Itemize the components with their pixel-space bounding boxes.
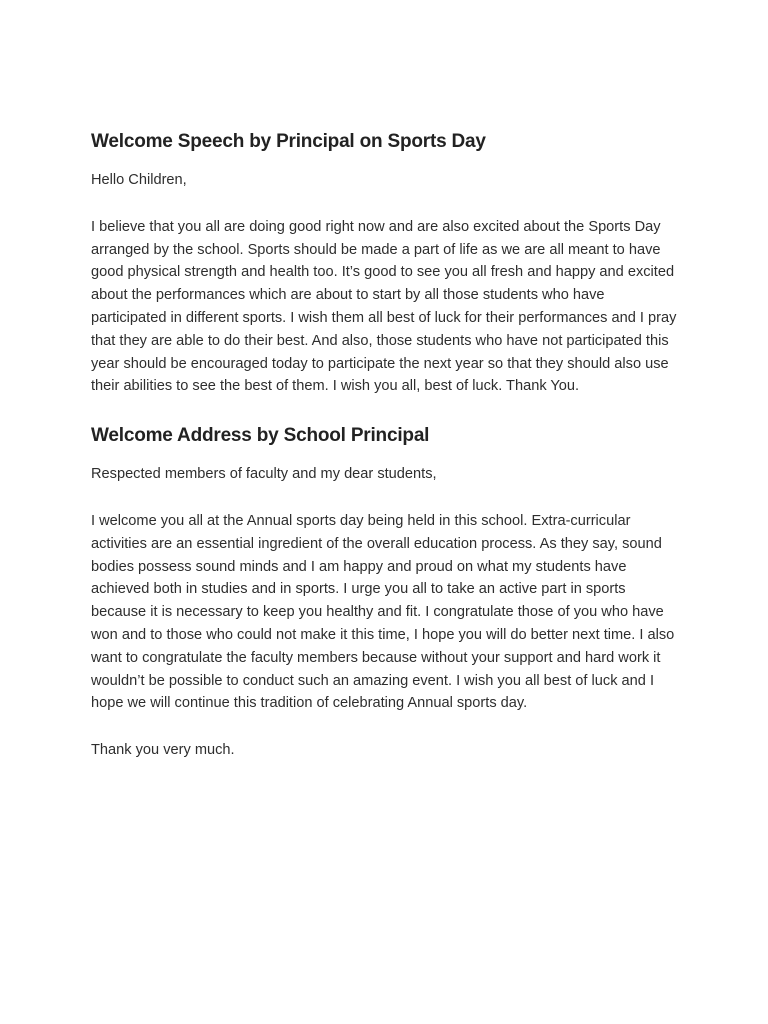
section-2-greeting: Respected members of faculty and my dear students,	[91, 466, 437, 483]
section-1-greeting: Hello Children,	[91, 172, 187, 188]
document-page	[91, 128, 681, 762]
section-1-title: Welcome Speech by Principal on Sports Day	[91, 131, 486, 152]
section-1-body: I believe that you all are doing good right now and are also excited about the Sports Day arranged by the school. Sports should be made a part of life as we are all meant to have good physical strength and health too. It’s good to see you all fresh and happy and excited about the performances which are about to start by all those students who have participated in different sports. I wish them all best of luck for their performances and I pray that they are able to do their best. And also, those students who have not participated this year should be encouraged today to participate the next year so that they should also use their abilities to see the best of them. I wish you all, best of luck. Thank You.	[91, 218, 677, 395]
section-2-body: I welcome you all at the Annual sports day being held in this school. Extra-curricular activities are an essential ingredient of the overall education process. As they say, sound bodies possess sound minds and I am happy and proud on what my students have achieved both in studies and in sports. I urge you all to take an active part in sports because it is necessary to keep you healthy and fit. I congratulate those of you who have won and to those who could not make it this time, I hope you will do better next time. I also want to congratulate the faculty members because without your support and hard work it wouldn’t be possible to conduct such an amazing event. I wish you all best of luck and I hope we will continue this tradition of celebrating Annual sports day.	[91, 512, 675, 712]
section-2-closing: Thank you very much.	[91, 742, 235, 759]
section-2-title: Welcome Address by School Principal	[91, 425, 430, 447]
